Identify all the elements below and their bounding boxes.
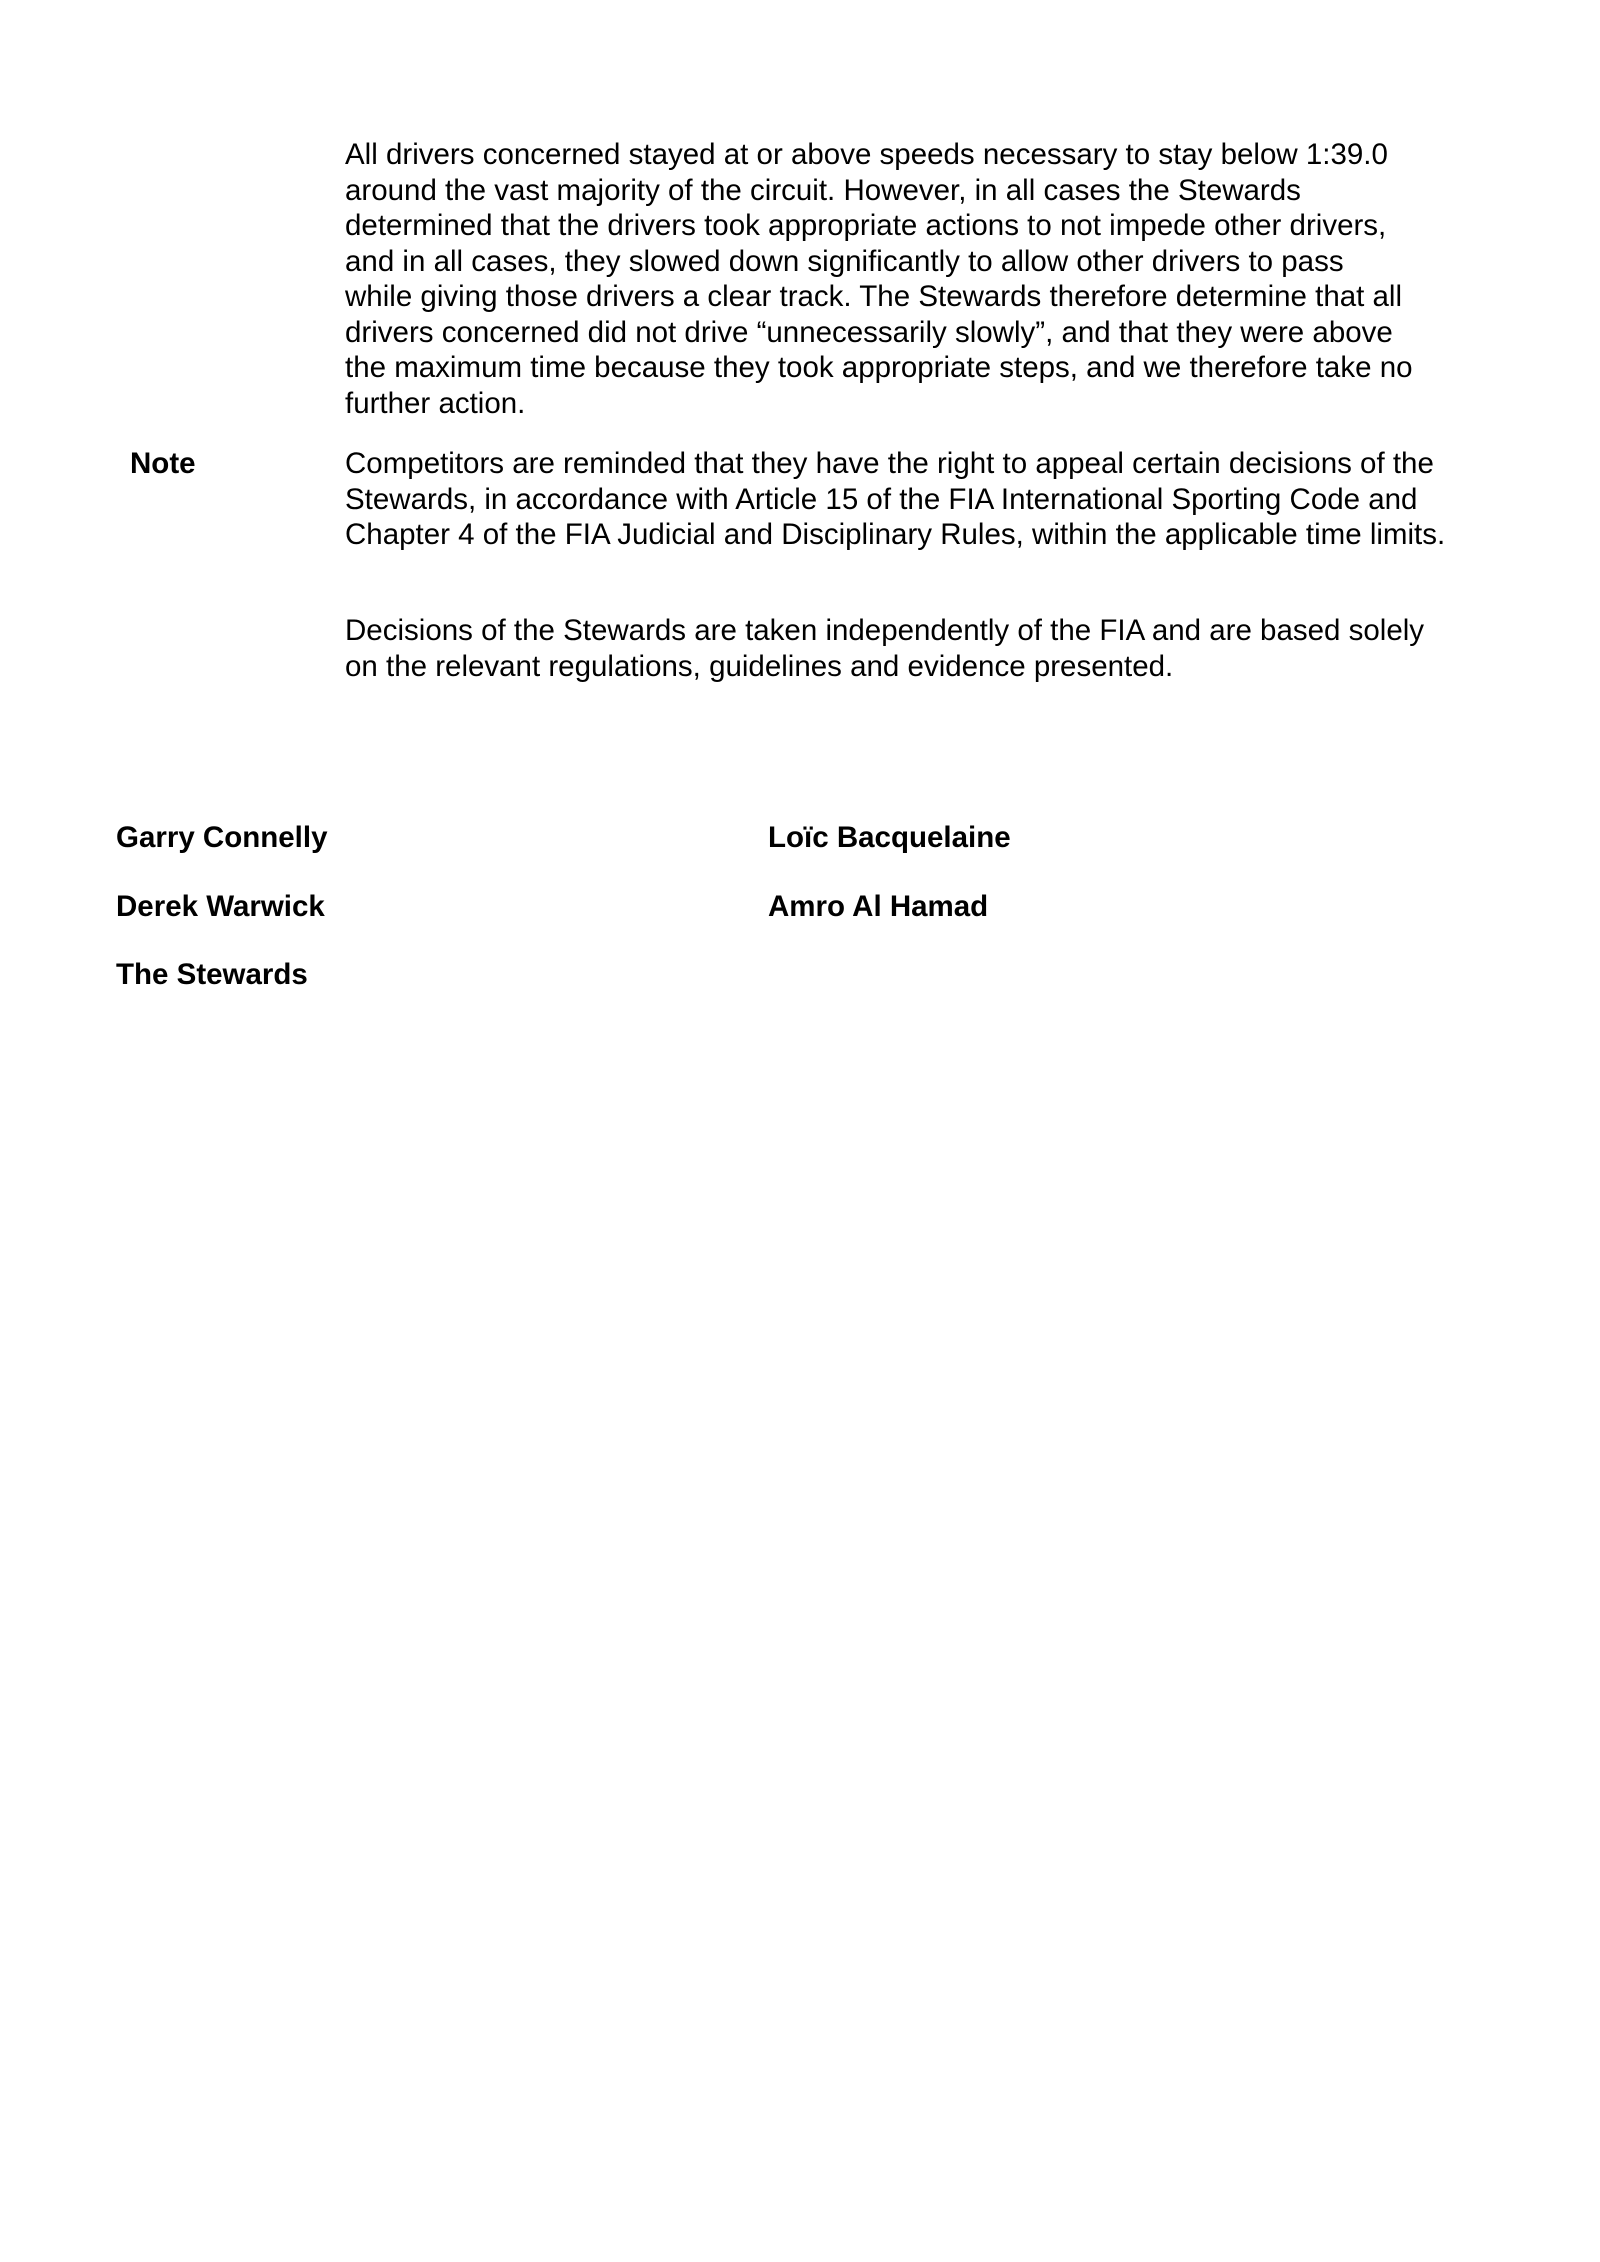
appeal-rights-paragraph: Competitors are reminded that they have the right to appeal certain decisions of the Stewards, in accordance with Article 15 of the FIA International Sporting Code and Chapter 4 of the FIA Judicial and Disciplinary Rules, within the applicable time limits. [345,447,1446,551]
note-label: Note [130,447,196,480]
stewards-signature-line: The Stewards [116,958,308,991]
steward-name: Amro Al Hamad [768,890,989,923]
steward-name: Loïc Bacquelaine [768,821,1011,854]
independence-paragraph: Decisions of the Stewards are taken independently of the FIA and are based solely on the relevant regulations, guidelines and evidence presented. [345,614,1425,683]
steward-name: Garry Connelly [116,821,328,854]
decision-paragraph: All drivers concerned stayed at or above speeds necessary to stay below 1:39.0 around the vast majority of the circuit. However, in all cases the Stewards determined that the drivers took appropriate actions to not impede other drivers, and in all cases, they slowed down significantly to allow other drivers to pass while giving those drivers a clear track. The Stewards therefore determine that all drivers concerned did not drive “unnecessarily slowly”, and that they were above the maximum time because they took appropriate steps, and we therefore take no further action. [345,138,1413,420]
steward-name: Derek Warwick [116,890,325,923]
